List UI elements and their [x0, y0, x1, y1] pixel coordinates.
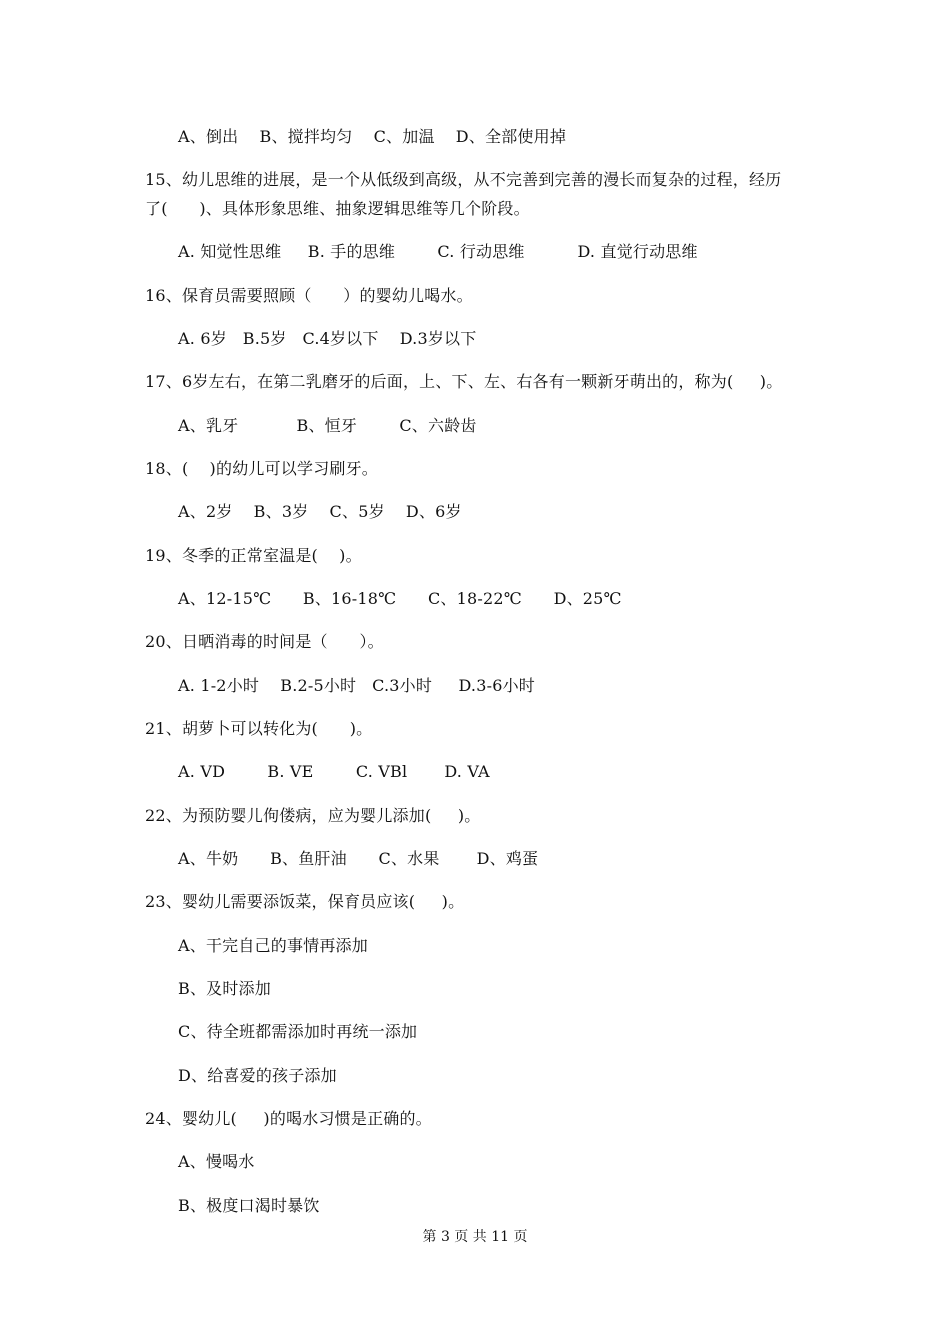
q23-option-b: B、及时添加: [178, 979, 271, 998]
q21-options: A. VD B. VE C. VBl D. VA: [178, 762, 490, 781]
q21-stem: 21、胡萝卜可以转化为( )。: [145, 719, 373, 738]
q18-options: A、2岁 B、3岁 C、5岁 D、6岁: [178, 502, 462, 521]
page-footer: 第 3 页 共 11 页: [422, 1229, 528, 1245]
q24-stem: 24、婴幼儿( )的喝水习惯是正确的。: [145, 1109, 432, 1128]
q19-options: A、12-15℃ B、16-18℃ C、18-22℃ D、25℃: [178, 589, 622, 608]
q22-stem: 22、为预防婴儿佝偻病，应为婴儿添加( )。: [145, 806, 481, 825]
q23-stem: 23、婴幼儿需要添饭菜，保育员应该( )。: [145, 892, 465, 911]
q23-option-c: C、待全班都需添加时再统一添加: [178, 1022, 418, 1041]
q15-stem-line1: 15、幼儿思维的进展，是一个从低级到高级，从不完善到完善的漫长而复杂的过程，经历: [145, 170, 782, 189]
q15-stem-line2: 了( )、具体形象思维、抽象逻辑思维等几个阶段。: [145, 199, 530, 218]
q17-options: A、乳牙 B、恒牙 C、六龄齿: [178, 416, 477, 435]
q24-option-a: A、慢喝水: [178, 1152, 255, 1171]
q18-stem: 18、( )的幼儿可以学习刷牙。: [145, 459, 378, 478]
q15-options: A. 知觉性思维 B. 手的思维 C. 行动思维 D. 直觉行动思维: [178, 242, 698, 261]
q23-option-d: D、给喜爱的孩子添加: [178, 1066, 337, 1085]
q20-options: A. 1-2小时 B.2-5小时 C.3小时 D.3-6小时: [178, 676, 535, 695]
q17-stem: 17、6岁左右，在第二乳磨牙的后面，上、下、左、右各有一颗新牙萌出的，称为( )。: [145, 372, 783, 391]
q19-stem: 19、冬季的正常室温是( )。: [145, 546, 362, 565]
q24-option-b: B、极度口渴时暴饮: [178, 1196, 320, 1215]
q16-options: A. 6岁 B.5岁 C.4岁以下 D.3岁以下: [178, 329, 477, 348]
q20-stem: 20、日晒消毒的时间是（ ）。: [145, 632, 384, 651]
q23-option-a: A、干完自己的事情再添加: [178, 936, 368, 955]
q14-options: A、倒出 B、搅拌均匀 C、加温 D、全部使用掉: [178, 127, 567, 146]
q22-options: A、牛奶 B、鱼肝油 C、水果 D、鸡蛋: [178, 849, 539, 868]
q16-stem: 16、保育员需要照顾（ ）的婴幼儿喝水。: [145, 286, 473, 305]
